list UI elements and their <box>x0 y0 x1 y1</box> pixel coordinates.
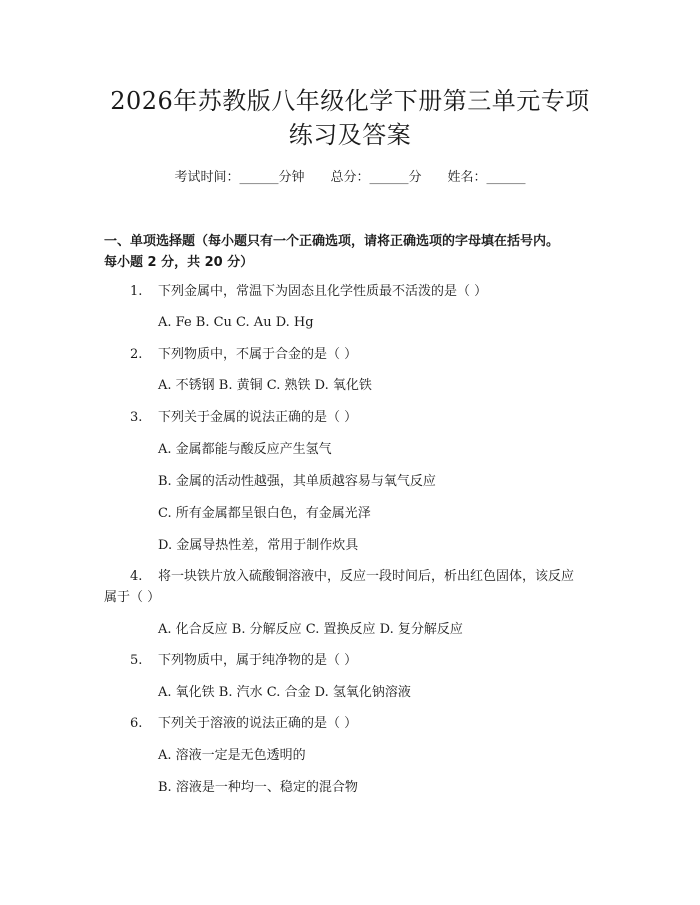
question-1 <box>130 282 487 302</box>
question-number: 6. <box>130 716 143 731</box>
question-3-option-b: B. 金属的活动性越强，其单质越容易与氧气反应 <box>158 474 436 489</box>
question-5-options: A. 氧化铁 B. 汽水 C. 合金 D. 氢氧化钠溶液 <box>158 685 411 700</box>
question-6-option-a: A. 溶液一定是无色透明的 <box>158 748 306 763</box>
exam-time: 考试时间：______分钟 <box>174 170 305 185</box>
question-5 <box>130 651 357 671</box>
title-line-1: 2026年苏教版八年级化学下册第三单元专项 <box>110 87 590 115</box>
question-text: 将一块铁片放入硫酸铜溶液中，反应一段时间后，析出红色固体，该反应 <box>158 569 575 584</box>
question-3-option-a: A. 金属都能与酸反应产生氢气 <box>158 442 332 457</box>
section-heading-line-2: 每小题 2 分，共 20 分） <box>104 255 254 270</box>
question-number: 5. <box>130 653 143 668</box>
question-3-option-d: D. 金属导热性差，常用于制作炊具 <box>158 538 359 553</box>
document-title <box>70 84 630 152</box>
question-text: 下列物质中，不属于合金的是（ ） <box>158 347 358 362</box>
question-number: 3. <box>130 410 143 425</box>
question-4-text-continued: 属于（ ） <box>104 590 161 605</box>
question-2 <box>130 345 357 365</box>
question-6-option-b: B. 溶液是一种均一、稳定的混合物 <box>158 780 358 795</box>
question-text: 下列物质中，属于纯净物的是（ ） <box>158 653 358 668</box>
question-text: 下列关于溶液的说法正确的是（ ） <box>158 716 358 731</box>
question-text: 下列金属中，常温下为固态且化学性质最不活泼的是（ ） <box>158 284 488 299</box>
question-text: 下列关于金属的说法正确的是（ ） <box>158 410 358 425</box>
question-number: 2. <box>130 347 143 362</box>
question-6 <box>130 714 357 734</box>
question-4-options: A. 化合反应 B. 分解反应 C. 置换反应 D. 复分解反应 <box>158 622 463 637</box>
exam-meta <box>0 169 700 187</box>
question-number: 1. <box>130 284 143 299</box>
section-heading-line-1: 一、单项选择题（每小题只有一个正确选项，请将正确选项的字母填在括号内。 <box>104 234 560 249</box>
question-3 <box>130 408 357 428</box>
exam-total-score: 总分：______分 <box>330 170 422 185</box>
question-3-option-c: C. 所有金属都呈银白色，有金属光泽 <box>158 506 371 521</box>
question-number: 4. <box>130 569 143 584</box>
section-heading <box>104 231 614 273</box>
student-name: 姓名：______ <box>447 170 526 185</box>
question-1-options: A. Fe B. Cu C. Au D. Hg <box>158 315 314 330</box>
question-2-options: A. 不锈钢 B. 黄铜 C. 熟铁 D. 氧化铁 <box>158 378 372 393</box>
question-4 <box>130 567 574 587</box>
title-line-2: 练习及答案 <box>288 121 412 149</box>
